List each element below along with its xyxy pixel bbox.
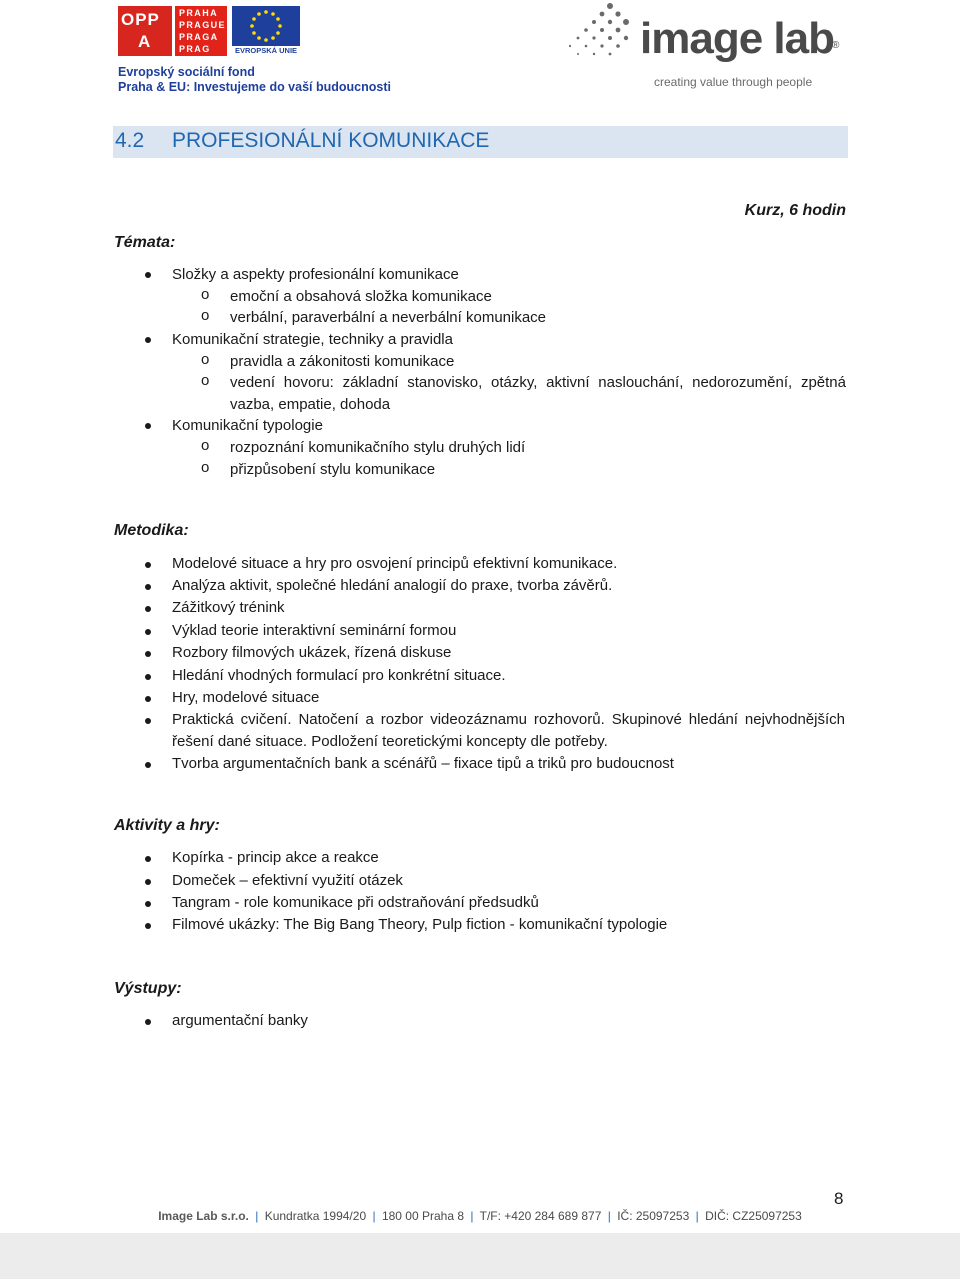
bullet-icon	[145, 762, 151, 768]
page-number: 8	[834, 1189, 844, 1208]
footer-separator: |	[695, 1209, 699, 1223]
image-lab-logo-text: image lab	[640, 14, 834, 63]
method-item: Modelové situace a hry pro osvojení principů efektivní komunikace.	[172, 555, 618, 572]
activity-item: Domeček – efektivní využití otázek	[172, 872, 403, 889]
sub-bullet-icon: o	[201, 286, 210, 303]
bullet-icon	[145, 629, 151, 635]
method-item: Praktická cvičení. Natočení a rozbor videozáznamu rozhovorů. Skupinové hledání nejvhodnějších řešení dané situace. Podložení teoretickými koncepty dle potřeby.	[172, 711, 845, 750]
praha-logo: PRAHA PRAGUE PRAGA PRAG	[175, 6, 227, 56]
bullet-icon	[145, 718, 151, 724]
activity-item: Tangram - role komunikace při odstraňování předsudků	[172, 894, 539, 911]
footer-band	[0, 1233, 960, 1279]
bullet-icon	[145, 674, 151, 680]
footer-separator: |	[255, 1209, 259, 1223]
bullet-icon	[145, 337, 151, 343]
subtopic-item: vedení hovoru: základní stanovisko, otázky, aktivní naslouchání, nedorozumění, zpětná vazba, empatie, dohoda	[230, 374, 846, 413]
sub-bullet-icon: o	[201, 351, 210, 368]
bullet-icon	[145, 856, 151, 862]
bullet-icon	[145, 584, 151, 590]
subtopic-item: přizpůsobení stylu komunikace	[230, 461, 436, 478]
subtopic-item: pravidla a zákonitosti komunikace	[230, 353, 455, 370]
bullet-icon	[145, 1019, 151, 1025]
footer-contact	[0, 1209, 960, 1223]
footer-city: 180 00 Praha 8	[381, 1209, 465, 1223]
aktivity-label: Aktivity a hry:	[114, 817, 220, 834]
footer-company: Image Lab s.r.o.	[158, 1209, 249, 1223]
bullet-icon	[145, 562, 151, 568]
output-item: argumentační banky	[172, 1012, 308, 1029]
section-number: 4.2	[115, 129, 145, 152]
subtopic-item: rozpoznání komunikačního stylu druhých lidí	[230, 439, 526, 456]
temata-label: Témata:	[114, 234, 176, 251]
method-item: Tvorba argumentačních bank a scénářů – fixace tipů a triků pro budoucnost	[172, 755, 674, 772]
sub-bullet-icon: o	[201, 372, 210, 389]
bullet-icon	[145, 879, 151, 885]
bullet-icon	[145, 272, 151, 278]
topic-item: Komunikační typologie	[172, 417, 323, 434]
image-lab-dots-icon	[566, 0, 638, 72]
sub-bullet-icon: o	[201, 437, 210, 454]
footer-separator: |	[470, 1209, 474, 1223]
opp-praha-logo	[118, 6, 230, 56]
activity-item: Kopírka - princip akce a reakce	[172, 849, 379, 866]
method-item: Rozbory filmových ukázek, řízená diskuse	[172, 644, 452, 661]
topic-item: Složky a aspekty profesionální komunikace	[172, 266, 459, 283]
registered-mark: ®	[832, 40, 840, 51]
footer-ico: IČ: 25097253	[617, 1209, 690, 1223]
method-item: Hledání vhodných formulací pro konkrétní situace.	[172, 667, 506, 684]
sub-bullet-icon: o	[201, 459, 210, 476]
bullet-icon	[145, 923, 151, 929]
method-item: Analýza aktivit, společné hledání analogií do praxe, tvorba závěrů.	[172, 577, 613, 594]
bullet-icon	[145, 901, 151, 907]
esf-title: Evropský sociální fond	[118, 65, 255, 79]
footer-separator: |	[372, 1209, 376, 1223]
esf-slogan: Praha & EU: Investujeme do vaší budoucnosti	[118, 80, 391, 94]
section-title: PROFESIONÁLNÍ KOMUNIKACE	[172, 129, 490, 152]
vystupy-label: Výstupy:	[114, 980, 182, 997]
course-duration: Kurz, 6 hodin	[744, 202, 846, 219]
bullet-icon	[145, 423, 151, 429]
footer-address: Kundratka 1994/20	[264, 1209, 367, 1223]
bullet-icon	[145, 606, 151, 612]
activity-item: Filmové ukázky: The Big Bang Theory, Pulp fiction - komunikační typologie	[172, 916, 668, 933]
metodika-label: Metodika:	[114, 522, 189, 539]
topic-item: Komunikační strategie, techniky a pravidla	[172, 331, 453, 348]
footer-dic: DIČ: CZ25097253	[705, 1209, 802, 1223]
opp-a-logo: OPP A	[118, 6, 172, 56]
image-lab-tagline: creating value through people	[654, 75, 813, 89]
method-item: Zážitkový trénink	[172, 599, 285, 616]
footer-separator: |	[607, 1209, 611, 1223]
subtopic-item: verbální, paraverbální a neverbální komunikace	[230, 309, 547, 326]
eu-flag-icon	[232, 6, 300, 46]
bullet-icon	[145, 651, 151, 657]
footer-phone: T/F: +420 284 689 877	[479, 1209, 602, 1223]
subtopic-item: emoční a obsahová složka komunikace	[230, 288, 492, 305]
sub-bullet-icon: o	[201, 307, 210, 324]
method-item: Výklad teorie interaktivní seminární formou	[172, 622, 457, 639]
eu-label: EVROPSKÁ UNIE	[234, 46, 298, 55]
bullet-icon	[145, 696, 151, 702]
method-item: Hry, modelové situace	[172, 689, 320, 706]
